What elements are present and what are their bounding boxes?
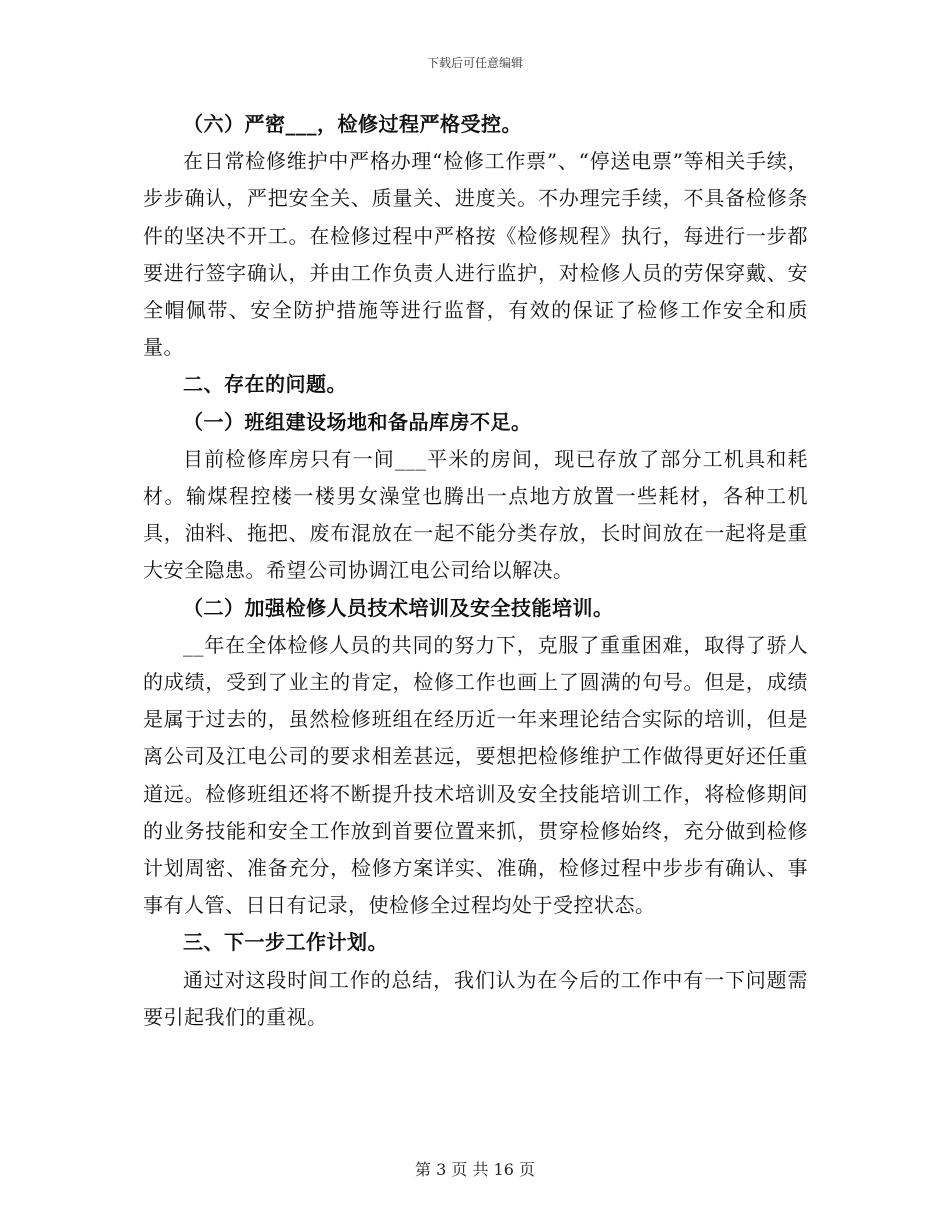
page-number: 第 3 页 共 16 页: [415, 1160, 535, 1179]
paragraph-next-plan: 通过对这段时间工作的总结，我们认为在今后的工作中有一下问题需要引起我们的重视。: [143, 967, 808, 1029]
paragraph-warehouse: 目前检修库房只有一间___平米的房间，现已存放了部分工机具和耗材。输煤程控楼一楼男女澡堂也腾出一点地方放置一些耗材，各种工机具，油料、拖把、废布混放在一起不能分类存放，长时间放在一起将是重大安全隐患。希望公司协调江电公司给以解决。: [143, 446, 808, 583]
paragraph-maintenance-procedure: 在日常检修维护中严格办理“检修工作票”、“停送电票”等相关手续，步步确认，严把安全关、质量关、进度关。不办理完手续，不具备检修条件的坚决不开工。在检修过程中严格按《检修规程》执行，每进行一步都要进行签字确认，并由工作负责人进行监护，对检修人员的劳保穿戴、安全帽佩带、安全防护措施等进行监督，有效的保证了检修工作安全和质量。: [143, 149, 808, 360]
subheading-training: （二）加强检修人员技术培训及安全技能培训。: [183, 595, 614, 620]
section-heading-problems: 二、存在的问题。: [183, 372, 347, 397]
paragraph-training: __年在全体检修人员的共同的努力下，克服了重重困难，取得了骄人的成绩，受到了业主的肯定，检修工作也画上了圆满的句号。但是，成绩是属于过去的，虽然检修班组在经历近一年来理论结合实际的培训，但是离公司及江电公司的要求相差甚远，要想把检修维护工作做得更好还任重道远。检修班组还将不断提升技术培训及安全技能培训工作，将检修期间的业务技能和安全工作放到首要位置来抓，贯穿检修始终，充分做到检修计划周密、准备充分，检修方案详实、准确，检修过程中步步有确认、事事有人管、日日有记录，使检修全过程均处于受控状态。: [143, 632, 808, 918]
subheading-warehouse-shortage: （一）班组建设场地和备品库房不足。: [183, 409, 532, 434]
page-header: 下载后可任意编辑: [426, 56, 523, 70]
section-heading-six: （六）严密___，检修过程严格受控。: [183, 112, 522, 136]
section-heading-next-plan: 三、下一步工作计划。: [183, 930, 388, 955]
document-body: [143, 106, 808, 1036]
